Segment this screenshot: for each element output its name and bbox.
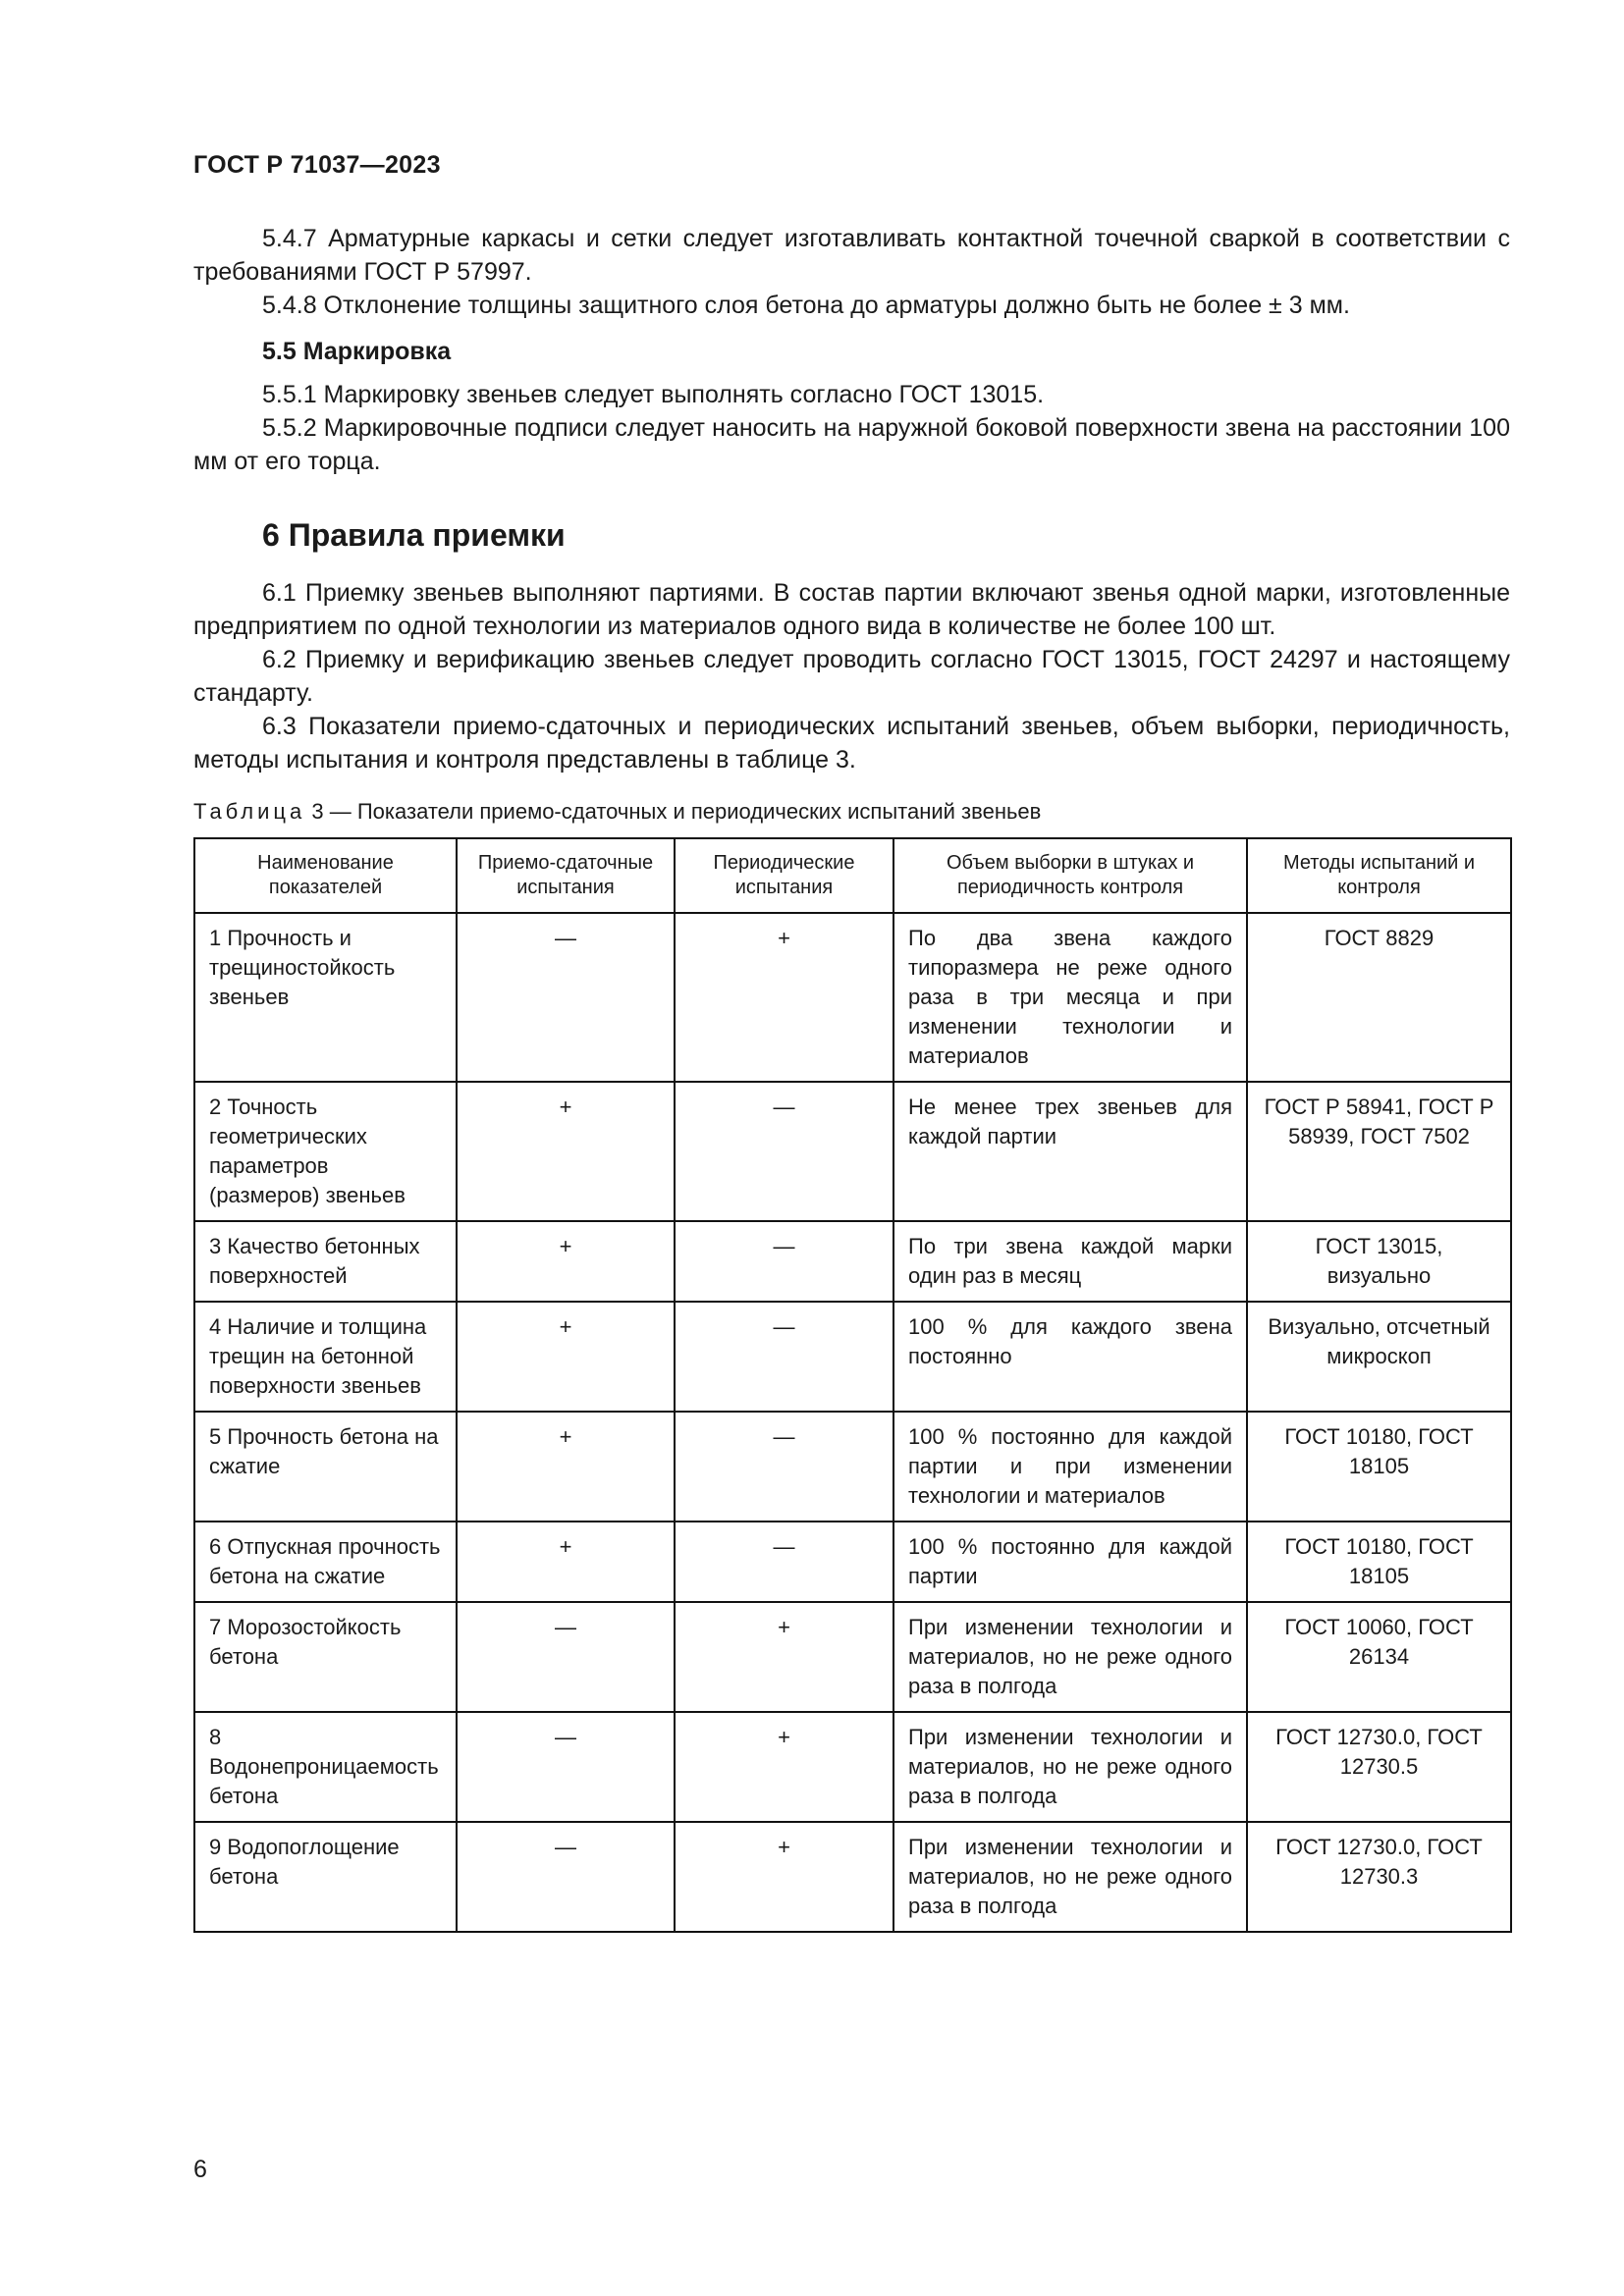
paragraph-6-2: 6.2 Приемку и верификацию звеньев следует проводить согласно ГОСТ 13015, ГОСТ 24297 и настоящему стандарту. — [193, 646, 1510, 707]
periodic-mark: + — [675, 1602, 893, 1712]
indicator-name: 3 Качество бетонных поверхностей — [194, 1221, 457, 1302]
test-methods: ГОСТ 8829 — [1247, 913, 1511, 1082]
acceptance-mark: — — [457, 1712, 675, 1822]
indicator-name: 4 Наличие и толщина трещин на бетонной поверхности звеньев — [194, 1302, 457, 1412]
acceptance-mark: — — [457, 1822, 675, 1932]
table-caption — [193, 798, 1510, 826]
column-header-periodic: Периодические испытания — [675, 838, 893, 913]
test-methods: ГОСТ 12730.0, ГОСТ 12730.3 — [1247, 1822, 1511, 1932]
page-number: 6 — [193, 2156, 207, 2183]
document-header: ГОСТ Р 71037—2023 — [193, 151, 441, 179]
table-row — [194, 1602, 1511, 1712]
table-row — [194, 1522, 1511, 1602]
column-header-acceptance: Приемо-сдаточные испытания — [457, 838, 675, 913]
table-caption-text: 3 — Показатели приемо-сдаточных и периодических испытаний звеньев — [305, 799, 1042, 824]
sample-volume: При изменении технологии и материалов, но не реже одного раза в полгода — [893, 1822, 1247, 1932]
periodic-mark: — — [675, 1302, 893, 1412]
test-indicators-table — [193, 837, 1512, 1933]
table-row — [194, 1221, 1511, 1302]
periodic-mark: + — [675, 1822, 893, 1932]
periodic-mark: — — [675, 1522, 893, 1602]
indicator-name: 9 Водопоглощение бетона — [194, 1822, 457, 1932]
acceptance-mark: — — [457, 913, 675, 1082]
page-content — [193, 222, 1510, 1933]
paragraph-5-4-8: 5.4.8 Отклонение толщины защитного слоя бетона до арматуры должно быть не более ± 3 мм. — [262, 292, 1350, 319]
indicator-name: 6 Отпускная прочность бетона на сжатие — [194, 1522, 457, 1602]
table-header-row — [194, 838, 1511, 913]
test-methods: ГОСТ 10180, ГОСТ 18105 — [1247, 1412, 1511, 1522]
section-title: 6 Правила приемки — [262, 517, 566, 553]
acceptance-mark: — — [457, 1602, 675, 1712]
acceptance-mark: + — [457, 1522, 675, 1602]
paragraph-5-5-2: 5.5.2 Маркировочные подписи следует наносить на наружной боковой поверхности звена на расстоянии 100 мм от его торца. — [193, 414, 1510, 475]
test-methods: ГОСТ 10060, ГОСТ 26134 — [1247, 1602, 1511, 1712]
paragraph-6-3: 6.3 Показатели приемо-сдаточных и периодических испытаний звеньев, объем выборки, периодичность, методы испытания и контроля представлены в таблице 3. — [193, 713, 1510, 774]
acceptance-mark: + — [457, 1082, 675, 1221]
indicator-name: 8 Водонепроницаемость бетона — [194, 1712, 457, 1822]
test-methods: ГОСТ 13015, визуально — [1247, 1221, 1511, 1302]
sample-volume: При изменении технологии и материалов, но не реже одного раза в полгода — [893, 1602, 1247, 1712]
paragraph-6-1: 6.1 Приемку звеньев выполняют партиями. В состав партии включают звенья одной марки, изготовленные предприятием по одной технологии из материалов одного вида в количестве не более 100 шт. — [193, 579, 1510, 640]
sample-volume: 100 % постоянно для каждой партии и при изменении технологии и материалов — [893, 1412, 1247, 1522]
column-header-methods: Методы испытаний и контроля — [1247, 838, 1511, 913]
test-methods: Визуально, отсчетный микроскоп — [1247, 1302, 1511, 1412]
indicator-name: 5 Прочность бетона на сжатие — [194, 1412, 457, 1522]
sample-volume: По два звена каждого типоразмера не реже одного раза в три месяца и при изменении технологии и материалов — [893, 913, 1247, 1082]
sample-volume: По три звена каждой марки один раз в месяц — [893, 1221, 1247, 1302]
column-header-indicator: Наименование показателей — [194, 838, 457, 913]
sample-volume: Не менее трех звеньев для каждой партии — [893, 1082, 1247, 1221]
test-methods: ГОСТ Р 58941, ГОСТ Р 58939, ГОСТ 7502 — [1247, 1082, 1511, 1221]
test-methods: ГОСТ 10180, ГОСТ 18105 — [1247, 1522, 1511, 1602]
test-methods: ГОСТ 12730.0, ГОСТ 12730.5 — [1247, 1712, 1511, 1822]
periodic-mark: — — [675, 1082, 893, 1221]
table-caption-label: Таблица — [193, 799, 306, 824]
periodic-mark: — — [675, 1221, 893, 1302]
acceptance-mark: + — [457, 1412, 675, 1522]
acceptance-mark: + — [457, 1221, 675, 1302]
periodic-mark: + — [675, 1712, 893, 1822]
column-header-volume: Объем выборки в штуках и периодичность контроля — [893, 838, 1247, 913]
table-row — [194, 1302, 1511, 1412]
table-row — [194, 913, 1511, 1082]
indicator-name: 2 Точность геометрических параметров (размеров) звеньев — [194, 1082, 457, 1221]
table-row — [194, 1412, 1511, 1522]
sample-volume: При изменении технологии и материалов, но не реже одного раза в полгода — [893, 1712, 1247, 1822]
table-row — [194, 1712, 1511, 1822]
table-row — [194, 1822, 1511, 1932]
sample-volume: 100 % постоянно для каждой партии — [893, 1522, 1247, 1602]
sample-volume: 100 % для каждого звена постоянно — [893, 1302, 1247, 1412]
paragraph-5-4-7: 5.4.7 Арматурные каркасы и сетки следует изготавливать контактной точечной сваркой в соответствии с требованиями ГОСТ Р 57997. — [193, 225, 1510, 286]
table-row — [194, 1082, 1511, 1221]
subsection-title: 5.5 Маркировка — [262, 338, 452, 365]
periodic-mark: + — [675, 913, 893, 1082]
acceptance-mark: + — [457, 1302, 675, 1412]
indicator-name: 1 Прочность и трещиностойкость звеньев — [194, 913, 457, 1082]
periodic-mark: — — [675, 1412, 893, 1522]
paragraph-5-5-1: 5.5.1 Маркировку звеньев следует выполнять согласно ГОСТ 13015. — [262, 381, 1045, 408]
indicator-name: 7 Морозостойкость бетона — [194, 1602, 457, 1712]
